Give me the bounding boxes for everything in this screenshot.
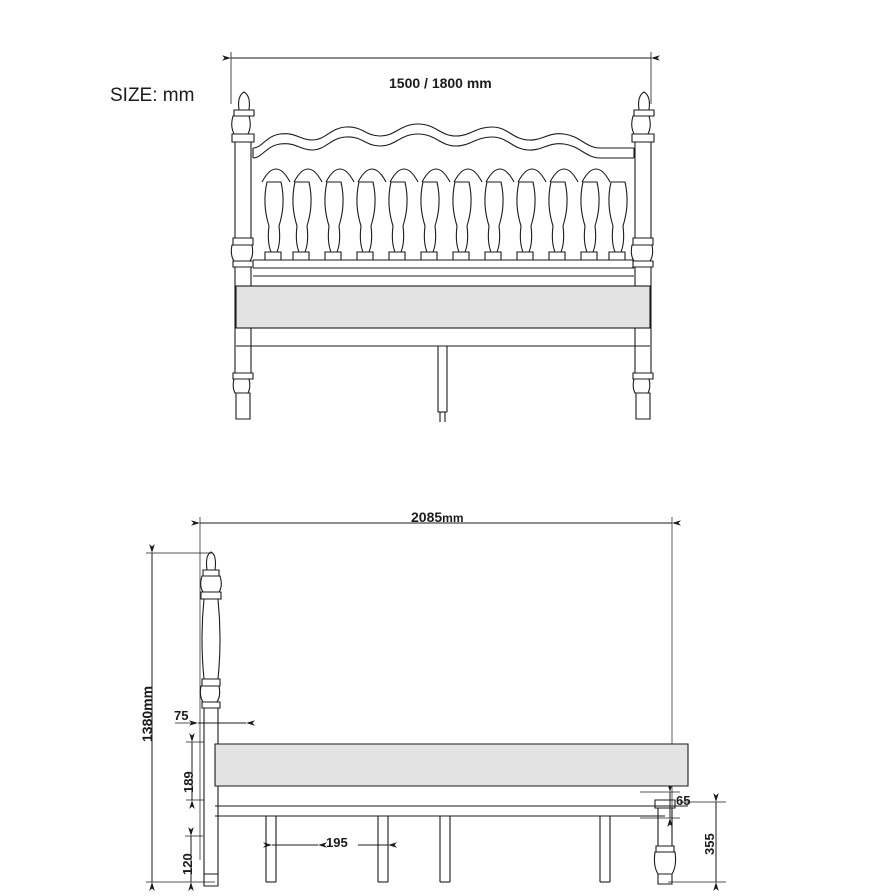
right-post-finial-ball	[632, 116, 651, 134]
size-unit-note: SIZE: mm	[110, 85, 195, 106]
headboard-bottom-rail	[253, 260, 634, 276]
dimension-value-overall-length: 2085	[411, 509, 443, 525]
support-legs	[266, 816, 610, 882]
side-rail	[215, 786, 691, 816]
front-side-rail	[236, 328, 650, 346]
dimension-unit-overall-height: mm	[139, 685, 155, 711]
spindle-arches	[262, 169, 610, 182]
spindle	[581, 182, 599, 260]
front-view-group	[231, 52, 654, 422]
footboard-post-foot	[658, 874, 672, 884]
right-post	[631, 92, 654, 419]
spindle	[325, 182, 343, 260]
side-mattress-block	[215, 744, 688, 786]
spindle	[421, 182, 439, 260]
support-leg	[378, 816, 388, 882]
mattress-band	[236, 286, 650, 328]
center-support-leg	[438, 346, 447, 422]
spindles	[265, 182, 627, 260]
side-finial-tip	[207, 552, 216, 570]
support-leg	[600, 816, 610, 882]
side-headboard-post	[200, 552, 221, 886]
spindle	[517, 182, 535, 260]
spindle	[293, 182, 311, 260]
right-post-shaft	[635, 142, 651, 238]
left-post-foot	[236, 393, 250, 419]
dimension-label-leg-offset: 195	[326, 835, 348, 850]
side-post-foot	[204, 874, 218, 886]
dimension-label-foot-rail-thickness: 65	[676, 793, 691, 808]
spindle	[265, 182, 283, 260]
spindle	[549, 182, 567, 260]
side-finial-ball	[201, 576, 222, 592]
dimension-label-rail-height: 189	[181, 771, 196, 793]
spindle	[357, 182, 375, 260]
side-post-urn	[202, 599, 220, 679]
spindle	[609, 182, 627, 260]
support-leg	[440, 816, 450, 882]
side-view-group	[146, 517, 726, 886]
foot-rail-thickness-dimension	[640, 792, 680, 818]
dimension-label-foot-height: 120	[180, 853, 195, 875]
footboard-height-dimension	[668, 802, 726, 882]
left-post	[231, 92, 254, 419]
side-footboard-post	[654, 800, 675, 884]
spindle	[453, 182, 471, 260]
left-post-finial-tip	[239, 92, 250, 110]
dimension-unit-overall-length: mm	[442, 511, 464, 525]
side-post-leg	[204, 708, 218, 874]
right-post-finial-tip	[639, 92, 650, 110]
left-post-shaft	[235, 142, 251, 238]
crest-rail	[253, 124, 634, 158]
footboard-post-ball	[654, 852, 675, 874]
dimension-label-rail-top-offset: 75	[174, 708, 189, 723]
dimension-label-overall-height	[140, 686, 154, 742]
dimension-value-overall-height: 1380	[139, 710, 155, 742]
support-leg	[266, 816, 276, 882]
spindle	[485, 182, 503, 260]
dimension-label-overall-length	[411, 510, 464, 524]
left-post-finial-ball	[232, 116, 251, 134]
dimension-label-headboard-width: 1500 / 1800 mm	[389, 75, 492, 91]
side-length-dimension	[200, 517, 672, 860]
right-post-foot	[636, 393, 650, 419]
dimension-label-footboard-height: 355	[702, 833, 717, 855]
spindle	[389, 182, 407, 260]
